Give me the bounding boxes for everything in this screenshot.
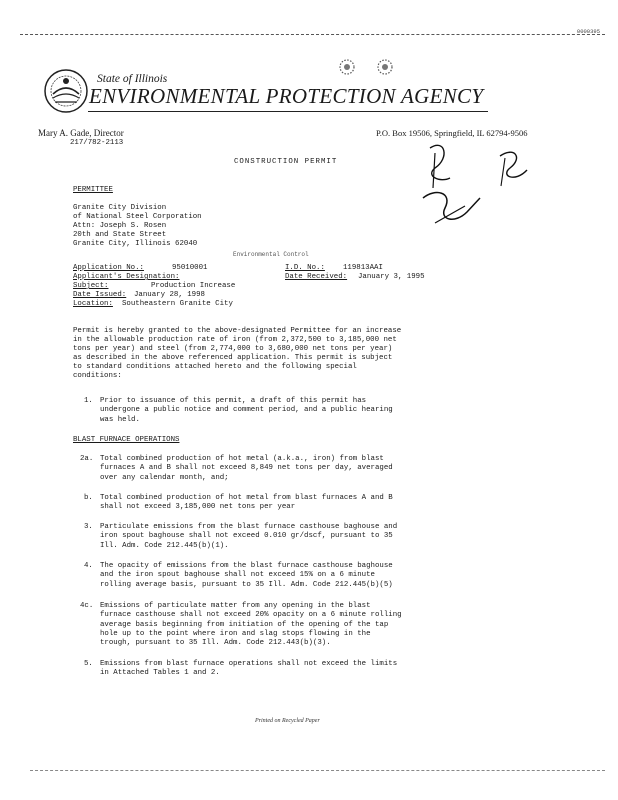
condition-line: Emissions from blast furnace operations shall not exceed the limits: [100, 660, 398, 668]
document-id: 0000395: [576, 28, 600, 35]
condition-line: average basis beginning from initiation of the opening of the tap: [100, 620, 389, 629]
condition-4c: [100, 602, 402, 648]
condition-number: 3.: [84, 523, 93, 531]
intro-line: as described in the above referenced application. This permit is subject: [73, 354, 393, 362]
condition-line: Total combined production of hot metal from blast furnaces A and B: [100, 494, 393, 502]
permittee-line: Granite City Division: [73, 204, 167, 212]
condition-line: Ill. Adm. Code 212.445(b)(1).: [100, 541, 229, 550]
location: Southeastern Granite City: [122, 300, 233, 308]
applicants-designation-label: Applicant's Designation:: [73, 273, 180, 281]
condition-1: [100, 397, 393, 425]
intro-line: tons per year) and steel (from 2,774,000 to 3,680,000 net tons per year): [73, 345, 393, 353]
condition-4: [100, 562, 393, 590]
application-no-label: Application No.:: [73, 264, 144, 272]
agency-name: ENVIRONMENTAL PROTECTION AGENCY: [89, 84, 484, 108]
condition-line: rolling average basis, pursuant to 35 Ill. Adm. Code 212.445(b)(5): [100, 580, 393, 589]
permittee-line: Attn: Joseph S. Rosen: [73, 222, 167, 230]
handwritten-initials: [405, 128, 555, 253]
condition-number: 5.: [84, 660, 93, 668]
condition-line: furnace casthouse shall not exceed 20% opacity on a 6 minute rolling: [100, 611, 402, 620]
permittee-line: 20th and State Street: [73, 231, 167, 239]
scan-top-edge: [20, 34, 605, 35]
condition-line: trough, pursuant to 35 Ill. Adm. Code 212.443(b)(3).: [100, 639, 331, 648]
condition-number: 4c.: [80, 602, 94, 610]
location-label: Location:: [73, 300, 113, 308]
state-name: State of Illinois: [97, 73, 168, 85]
intro-line: in the allowable production rate of iron (from 2,372,500 to 3,185,000 net: [73, 336, 397, 344]
condition-line: over any calendar month, and;: [100, 473, 229, 482]
condition-line: Emissions of particulate matter from any opening in the blast: [100, 602, 371, 610]
condition-line: undergone a public notice and comment period, and a public hearing: [100, 406, 393, 415]
condition-line: shall not exceed 3,185,000 net tons per year: [100, 503, 296, 512]
header-rule: [88, 111, 488, 112]
condition-5: [100, 660, 397, 679]
illinois-epa-seal: [43, 68, 89, 119]
condition-2a: [100, 455, 393, 483]
condition-line: in Attached Tables 1 and 2.: [100, 669, 220, 678]
stamp-dot-right: [376, 58, 394, 81]
footer-recycled: Printed on Recycled Paper: [255, 718, 320, 724]
permittee-stamp: Environmental Control: [233, 251, 309, 258]
condition-line: was held.: [100, 415, 140, 424]
intro-line: to standard conditions attached hereto and the following special: [73, 363, 357, 371]
condition-line: hole up to the point where iron and slag stops flowing in the: [100, 629, 371, 638]
condition-2b: [100, 494, 393, 513]
condition-line: Total combined production of hot metal (a.k.a., iron) from blast: [100, 455, 384, 463]
condition-line: iron spout baghouse shall not exceed 0.010 gr/dscf, pursuant to 35: [100, 532, 393, 541]
document-title: CONSTRUCTION PERMIT: [234, 158, 338, 166]
permittee-label: PERMITTEE: [73, 186, 113, 194]
stamp-dot-left: [338, 58, 356, 81]
date-received: January 3, 1995: [358, 273, 425, 281]
condition-line: furnaces A and B shall not exceed 8,849 net tons per day, averaged: [100, 464, 393, 473]
condition-line: Prior to issuance of this permit, a draft of this permit has: [100, 397, 367, 405]
scan-bottom-edge: [30, 770, 605, 771]
condition-line: and the iron spout baghouse shall not exceed 15% on a 6 minute: [100, 571, 375, 580]
condition-number: 4.: [84, 562, 93, 570]
agency-phone: 217/782-2113: [70, 139, 124, 147]
subject: Production Increase: [151, 282, 236, 290]
id-no-label: I.D. No.:: [285, 264, 325, 272]
intro-paragraph: [73, 327, 401, 381]
condition-3: [100, 523, 397, 551]
permittee-address: [73, 204, 202, 249]
section-heading: BLAST FURNACE OPERATIONS: [73, 436, 180, 444]
date-issued-label: Date Issued:: [73, 291, 127, 299]
condition-line: Particulate emissions from the blast furnace casthouse baghouse and: [100, 523, 398, 531]
date-received-label: Date Received:: [285, 273, 348, 281]
condition-number: b.: [84, 494, 93, 502]
permittee-line: Granite City, Illinois 62040: [73, 240, 198, 248]
director-name: Mary A. Gade, Director: [38, 128, 124, 138]
permittee-line: of National Steel Corporation: [73, 213, 202, 221]
condition-number: 1.: [84, 397, 93, 405]
subject-label: Subject:: [73, 282, 109, 290]
condition-number: 2a.: [80, 455, 94, 463]
application-no: 95010001: [172, 264, 208, 272]
condition-line: The opacity of emissions from the blast furnace casthouse baghouse: [100, 562, 393, 570]
intro-line: conditions:: [73, 372, 122, 380]
id-no: 119813AAI: [343, 264, 383, 272]
date-issued: January 28, 1998: [134, 291, 205, 299]
intro-line: Permit is hereby granted to the above-designated Permittee for an increase: [73, 327, 402, 335]
agency-address: P.O. Box 19506, Springfield, IL 62794-9506: [376, 128, 528, 138]
